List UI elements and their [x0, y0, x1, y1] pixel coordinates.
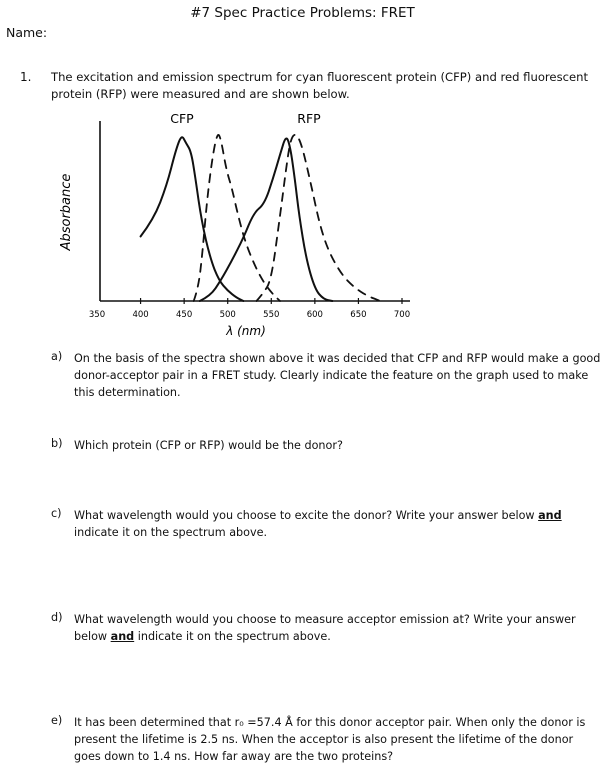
part-a-text: On the basis of the spectra shown above it was decided that CFP and RFP would make a good donor-acceptor pair in a FRET study. Clearly indicate the feature on the graph used to make this determination.: [74, 352, 601, 399]
name-label: Name:: [6, 25, 48, 40]
spectrum-chart: [0, 105, 605, 345]
part-d-emphasis: and: [110, 630, 135, 643]
question-number: 1.: [20, 70, 32, 84]
part-a-label: a): [51, 350, 63, 363]
x-tick-label-600: 600: [306, 310, 323, 320]
x-tick-label-700: 700: [393, 310, 411, 320]
x-tick-label-350: 350: [88, 310, 106, 320]
part-e-text: It has been determined that r₀ =57.4 Å for this donor acceptor pair. When only the donor is present the lifetime is 2.5 ns. When the acceptor is also present the lifetime of the donor goes down to 1.4 ns. How far away are the two proteins?: [74, 716, 586, 763]
part-d-text-start: What wavelength would you choose to measure acceptor emission at? Write your answer below: [74, 613, 576, 643]
part-c-text: [74, 507, 602, 541]
series-cfp-excitation: [141, 137, 244, 301]
rfp-label: RFP: [297, 111, 321, 126]
part-b-label: b): [51, 437, 63, 450]
page-title: #7 Spec Practice Problems: FRET: [190, 5, 415, 21]
part-e-label: e): [51, 714, 63, 727]
cfp-label: CFP: [170, 111, 194, 126]
part-c-text-end: indicate it on the spectrum above.: [74, 526, 268, 539]
y-axis-label: Absorbance: [59, 173, 74, 251]
x-tick-label-550: 550: [263, 310, 280, 320]
part-d-text-end: indicate it on the spectrum above.: [134, 630, 331, 643]
question-intro: The excitation and emission spectrum for cyan fluorescent protein (CFP) and red fluorescent protein (RFP) were measured and are shown below.: [51, 70, 589, 101]
part-c-emphasis: and: [538, 509, 562, 522]
series-rfp-emission: [257, 135, 381, 301]
part-d-text: [74, 611, 602, 645]
x-tick-label-500: 500: [219, 310, 236, 320]
part-c-label: c): [51, 507, 62, 520]
series-rfp-excitation: [200, 138, 332, 301]
x-axis-label: λ (nm): [226, 324, 266, 338]
part-c-text-start: What wavelength would you choose to excite the donor? Write your answer below: [74, 509, 539, 522]
x-tick-label-450: 450: [176, 310, 193, 320]
part-b-text: Which protein (CFP or RFP) would be the donor?: [74, 439, 343, 452]
x-tick-label-400: 400: [132, 310, 149, 320]
spectrum-curves: [141, 135, 381, 301]
series-cfp-emission: [194, 135, 280, 301]
part-d-label: d): [51, 611, 63, 624]
x-tick-label-650: 650: [350, 310, 367, 320]
